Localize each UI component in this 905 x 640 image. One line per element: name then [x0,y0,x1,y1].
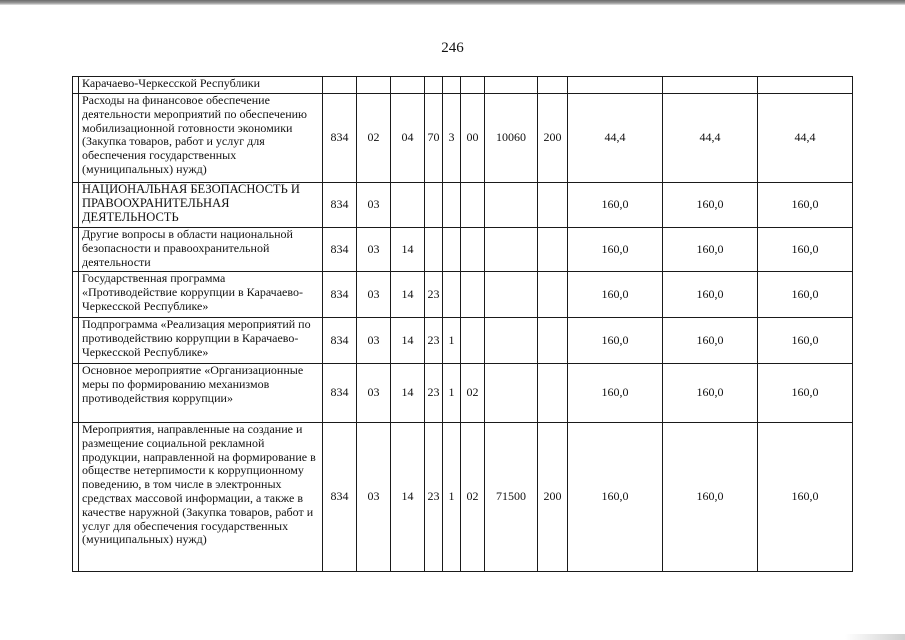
row-name: НАЦИОНАЛЬНАЯ БЕЗОПАСНОСТЬ И ПРАВООХРАНИТЕЛЬНАЯ ДЕЯТЕЛЬНОСТЬ [79,183,323,228]
cell-section: 03 [357,272,391,318]
table-row [73,77,853,94]
cell-sum-2 [663,77,758,94]
cell-target-program [425,228,443,272]
cell-sum-2: 160,0 [663,364,758,423]
cell-expense-type [538,228,568,272]
cell-subsection [391,77,425,94]
cell-sum-3: 160,0 [758,183,853,228]
cell-sum-2: 160,0 [663,272,758,318]
cell-sum-2: 160,0 [663,228,758,272]
cell-target-subprogram [443,183,461,228]
budget-table [72,76,853,572]
cell-target-direction: 71500 [485,423,538,572]
cell-target-subprogram: 3 [443,94,461,183]
cell-department: 834 [323,183,357,228]
row-name: Расходы на финансовое обеспечение деятельности мероприятий по обеспечению мобилизационной готовности экономики (Закупка товаров, работ и услуг для обеспечения государственных (муниципальных) нужд) [79,94,323,183]
cell-target-direction [485,364,538,423]
cell-expense-type: 200 [538,94,568,183]
cell-target-direction [485,228,538,272]
cell-sum-1: 160,0 [568,423,663,572]
cell-subsection [391,183,425,228]
cell-department: 834 [323,423,357,572]
cell-target-subprogram [443,228,461,272]
cell-department: 834 [323,272,357,318]
cell-target-subprogram [443,77,461,94]
cell-section [357,77,391,94]
cell-department: 834 [323,318,357,364]
cell-sum-1 [568,77,663,94]
cell-target-event: 02 [461,423,485,572]
cell-target-program [425,77,443,94]
cell-section: 03 [357,423,391,572]
cell-section: 03 [357,228,391,272]
cell-target-event: 02 [461,364,485,423]
cell-target-subprogram [443,272,461,318]
row-name: Мероприятия, направленные на создание и размещение социальной рекламной продукции, направленной на формирование в обществе нетерпимости к коррупционному поведению, в том числе в электронных средствах массовой информации, а также в качестве наружной (Закупка товаров, работ и услуг для обеспечения государственных (муниципальных) нужд) [79,423,323,572]
cell-sum-1: 160,0 [568,228,663,272]
table-row [73,272,853,318]
cell-sum-3: 160,0 [758,318,853,364]
cell-target-event: 00 [461,94,485,183]
cell-sum-3: 44,4 [758,94,853,183]
cell-subsection: 14 [391,423,425,572]
cell-subsection: 14 [391,272,425,318]
row-name: Подпрограмма «Реализация мероприятий по противодействию коррупции в Карачаево-Черкесской Республике» [79,318,323,364]
cell-subsection: 04 [391,94,425,183]
cell-target-program: 70 [425,94,443,183]
cell-expense-type [538,77,568,94]
cell-expense-type [538,318,568,364]
cell-sum-1: 160,0 [568,364,663,423]
cell-section: 03 [357,364,391,423]
cell-target-event [461,228,485,272]
cell-subsection: 14 [391,364,425,423]
cell-department [323,77,357,94]
cell-section: 03 [357,183,391,228]
table-row [73,94,853,183]
cell-target-program: 23 [425,318,443,364]
cell-target-program: 23 [425,364,443,423]
cell-sum-1: 160,0 [568,183,663,228]
scan-edge-top [0,0,905,5]
cell-section: 02 [357,94,391,183]
cell-sum-3: 160,0 [758,423,853,572]
row-name: Основное мероприятие «Организационные меры по формированию механизмов противодействия коррупции» [79,364,323,423]
cell-expense-type: 200 [538,423,568,572]
cell-expense-type [538,183,568,228]
table-row [73,318,853,364]
cell-target-subprogram: 1 [443,318,461,364]
cell-department: 834 [323,94,357,183]
cell-expense-type [538,272,568,318]
cell-sum-3: 160,0 [758,228,853,272]
cell-target-event [461,272,485,318]
cell-target-direction [485,77,538,94]
cell-subsection: 14 [391,318,425,364]
row-name: Государственная программа «Противодействие коррупции в Карачаево-Черкесской Республике» [79,272,323,318]
cell-sum-2: 160,0 [663,318,758,364]
cell-department: 834 [323,364,357,423]
cell-section: 03 [357,318,391,364]
cell-sum-3 [758,77,853,94]
cell-target-direction [485,183,538,228]
cell-target-direction: 10060 [485,94,538,183]
cell-target-program [425,183,443,228]
cell-sum-3: 160,0 [758,272,853,318]
cell-expense-type [538,364,568,423]
cell-target-subprogram: 1 [443,423,461,572]
cell-target-subprogram: 1 [443,364,461,423]
table-body [73,77,853,572]
row-name: Карачаево-Черкесской Республики [79,77,323,94]
table-row [73,228,853,272]
cell-target-program: 23 [425,272,443,318]
cell-target-event [461,77,485,94]
table-row [73,183,853,228]
cell-target-direction [485,318,538,364]
cell-sum-2: 160,0 [663,423,758,572]
cell-sum-3: 160,0 [758,364,853,423]
scan-edge-corner [845,634,905,640]
cell-target-event [461,183,485,228]
cell-target-program: 23 [425,423,443,572]
cell-department: 834 [323,228,357,272]
cell-sum-1: 160,0 [568,272,663,318]
table-row [73,423,853,572]
table-row [73,364,853,423]
cell-sum-1: 160,0 [568,318,663,364]
page-number: 246 [441,40,464,56]
cell-target-direction [485,272,538,318]
cell-sum-2: 44,4 [663,94,758,183]
row-name: Другие вопросы в области национальной безопасности и правоохранительной деятельности [79,228,323,272]
cell-subsection: 14 [391,228,425,272]
cell-sum-2: 160,0 [663,183,758,228]
cell-target-event [461,318,485,364]
cell-sum-1: 44,4 [568,94,663,183]
